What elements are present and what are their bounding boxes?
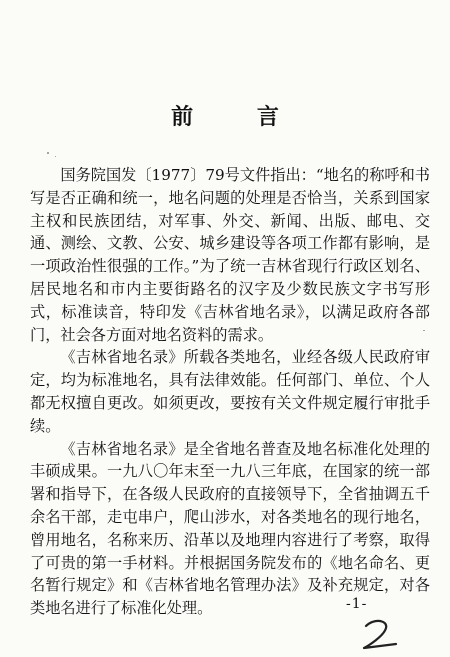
body-text — [30, 164, 430, 620]
scan-speck — [55, 156, 56, 157]
page-title: 前 言 — [171, 104, 307, 130]
handwritten-mark — [356, 614, 406, 654]
paragraph-3: 《吉林省地名录》是全省地名普查及地名标准化处理的丰硕成果。一九八〇年末至一九八三年底，在国家的统一部署和指导下，在各级人民政府的直接领导下，全省抽调五千余名干部，走屯串户，爬山涉水，对各类地名的现行地名，曾用地名，名称来历、沿革以及地理内容进行了考察，取得了可贵的第一手材料。并根据国务院发布的《地名命名、更名暂行规定》和《吉林省地名管理办法》及补充规定，对各类地名进行了标准化处理。 — [30, 439, 430, 618]
paragraph-1: 国务院国发〔1977〕79号文件指出：“地名的称呼和书写是否正确和统一，地名问题的处理是否恰当，关系到国家主权和民族团结，对军事、外交、新闻、出版、邮电、交通、测绘、文教、公安、城乡建设等各项工作都有影响，是一项政治性很强的工作。”为了统一吉林省现行行政区划名、居民地名和市内主要街路名的汉字及少数民族文字书写形式，标准读音，特印发《吉林省地名录》，以满足政府各部门，社会各方面对地名资料的需求。 — [30, 166, 430, 344]
scan-speck — [423, 330, 425, 331]
page-number: -1- — [346, 596, 368, 612]
scan-speck — [47, 152, 49, 154]
paragraph-2: 《吉林省地名录》所载各类地名，业经各级人民政府审定，均为标准地名，具有法律效能。任何部门、单位、个人都无权擅自更改。如须更改，要按有关文件规定履行审批手续。 — [30, 348, 430, 435]
